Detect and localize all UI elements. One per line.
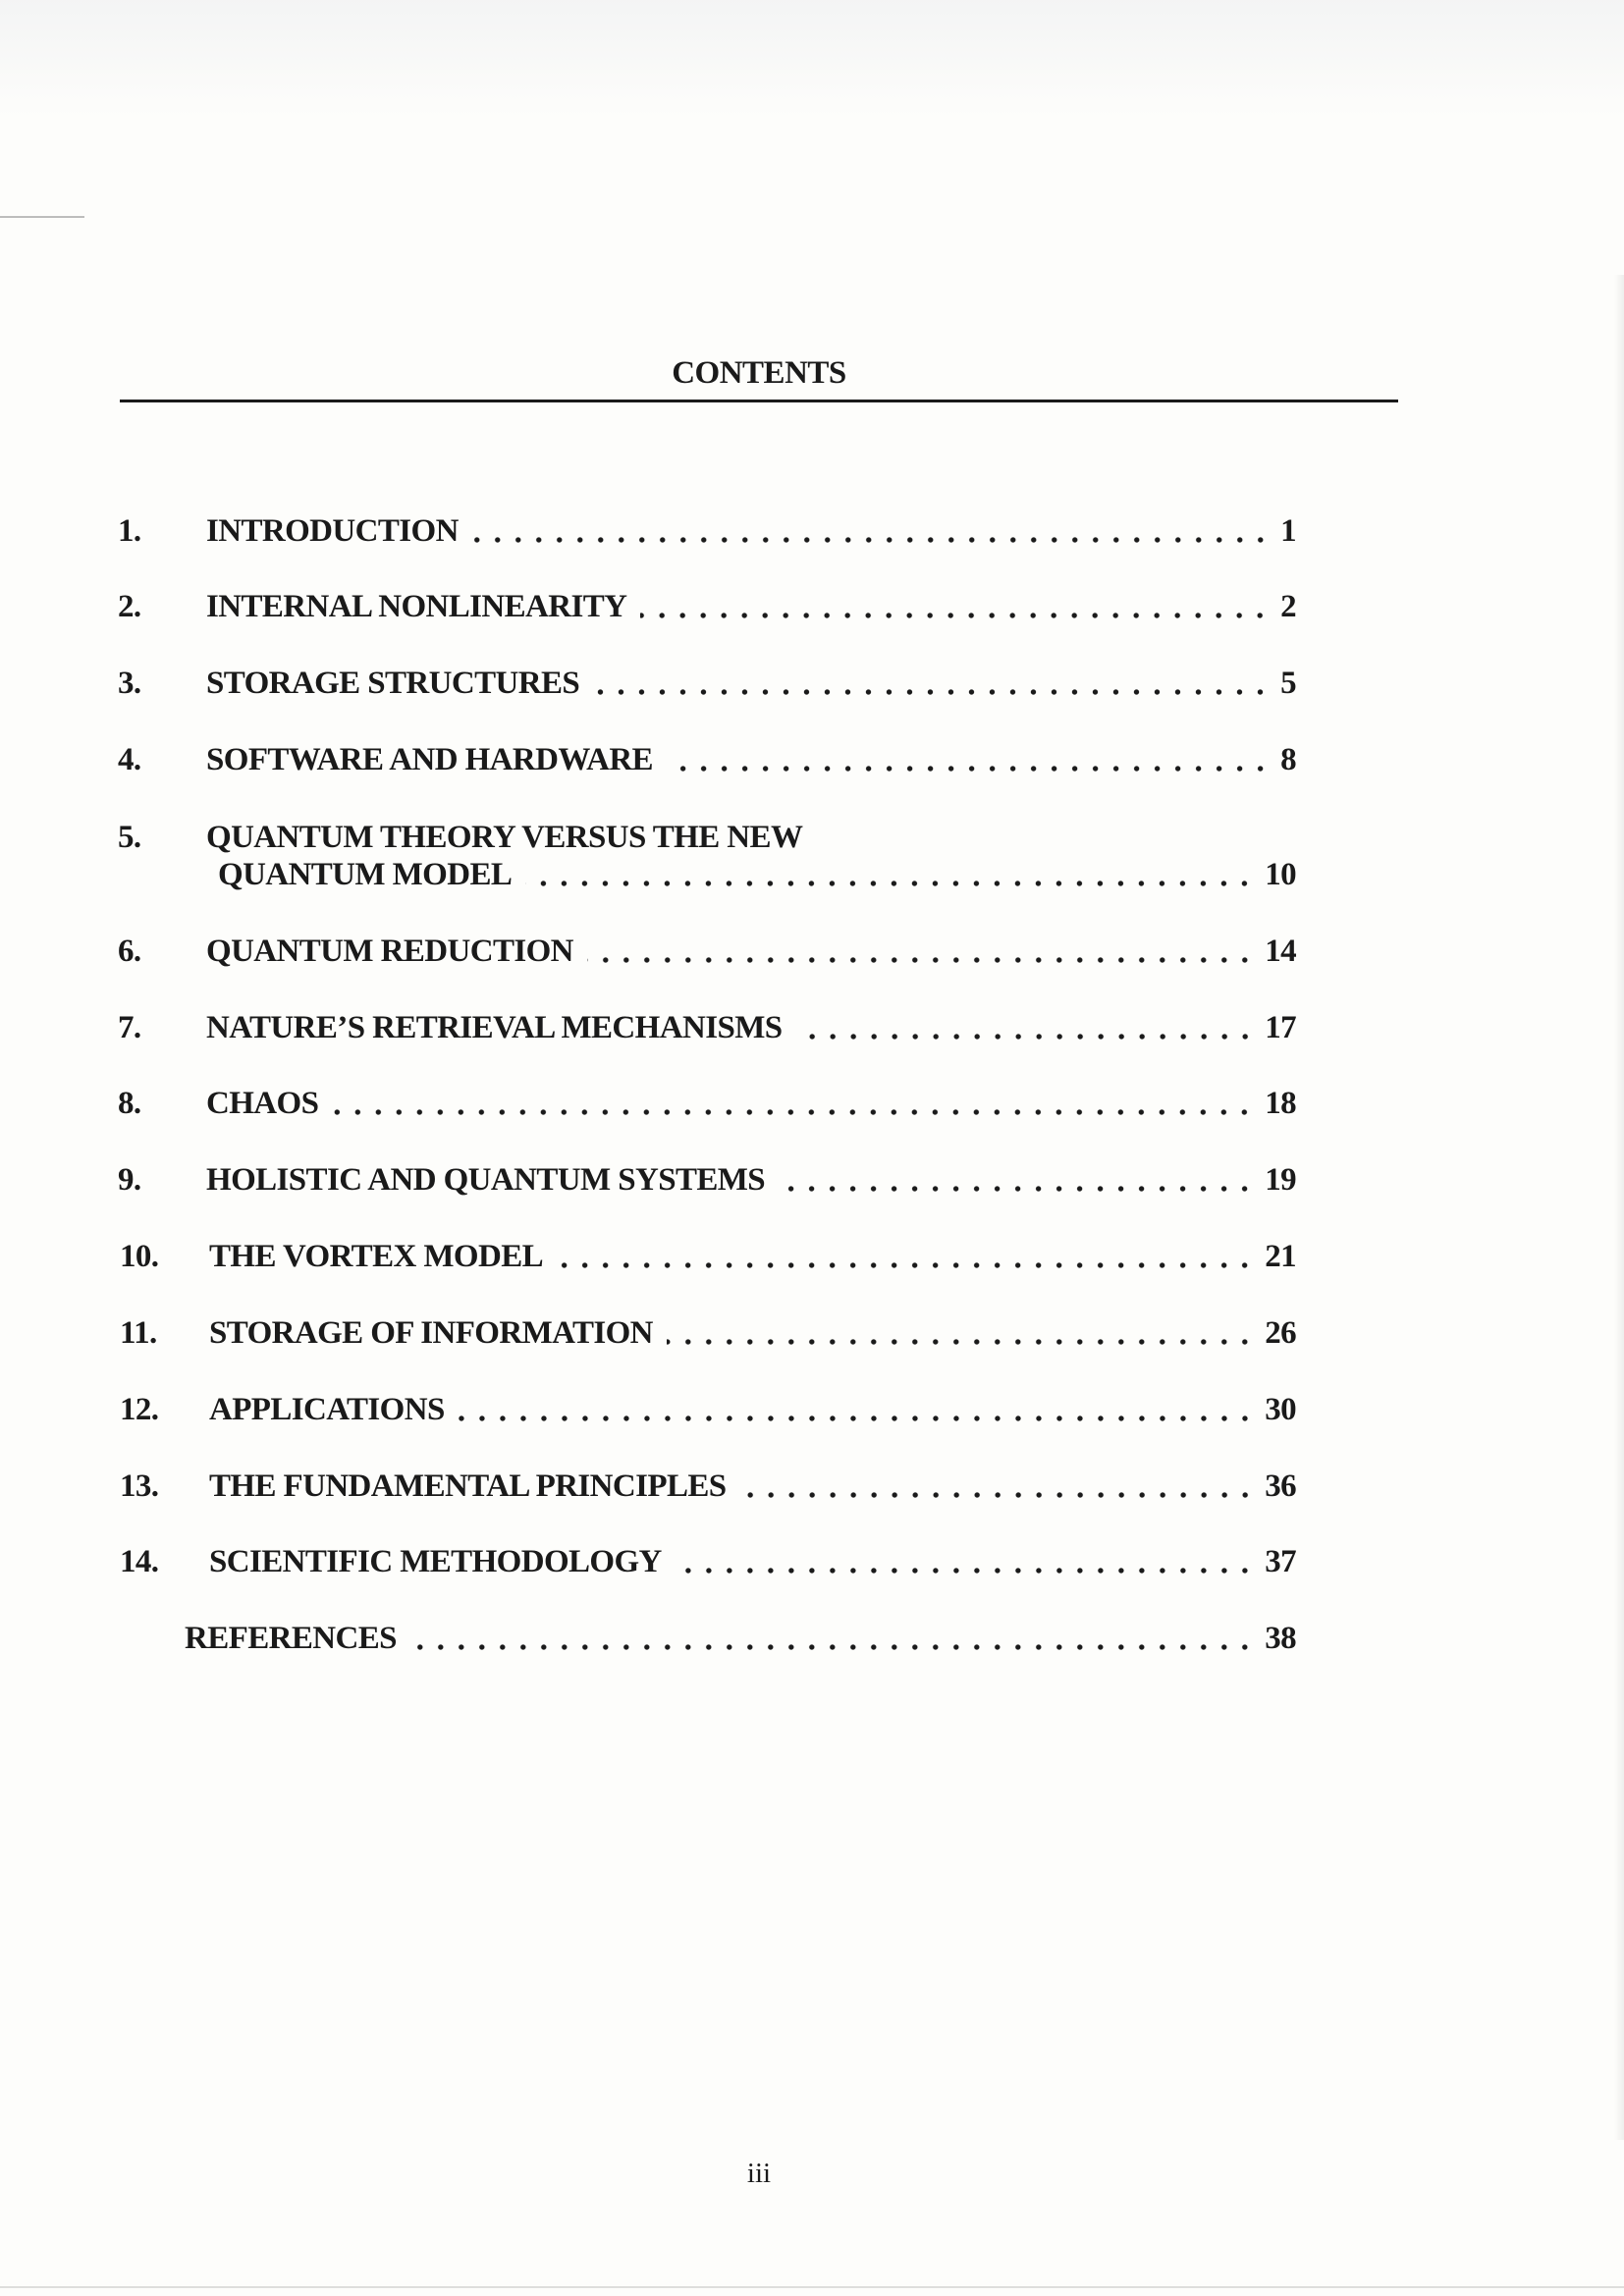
toc-entry-number: 9.: [118, 1162, 141, 1198]
toc-entry-page: 10: [1265, 857, 1296, 892]
dot-leader: [587, 957, 1255, 963]
dot-leader: [459, 1415, 1255, 1421]
dot-leader: [525, 881, 1255, 886]
toc-entry-page: 1: [1280, 513, 1296, 549]
toc-entry-title: NATURE’S RETRIEVAL MECHANISMS: [206, 1010, 783, 1045]
toc-entry-page: 2: [1280, 589, 1296, 624]
toc-entry-title: HOLISTIC AND QUANTUM SYSTEMS: [206, 1162, 766, 1198]
toc-entry-page: 36: [1265, 1468, 1296, 1504]
toc-entry-number: 10.: [120, 1239, 159, 1274]
toc-entry-number: 7.: [118, 1010, 141, 1045]
dot-leader: [676, 1568, 1255, 1574]
toc-entry-title: QUANTUM MODEL: [218, 857, 513, 892]
toc-entry-title: STORAGE OF INFORMATION: [209, 1315, 653, 1351]
toc-entry-number: 8.: [118, 1086, 141, 1121]
toc-entry-number: 1.: [118, 513, 141, 549]
dot-leader: [796, 1034, 1256, 1040]
dot-leader: [640, 613, 1271, 618]
toc-entry-number: 11.: [120, 1315, 157, 1351]
scan-bottom-edge: [0, 2286, 1624, 2288]
dot-leader: [472, 537, 1271, 543]
toc-entry-number: 12.: [120, 1392, 159, 1427]
dot-leader: [667, 1339, 1255, 1345]
toc-entry-number: 6.: [118, 934, 141, 969]
toc-entry-number: 4.: [118, 742, 141, 777]
toc-entry-number: 3.: [118, 666, 141, 701]
dot-leader: [593, 689, 1271, 695]
toc-entry-page: 14: [1265, 934, 1296, 969]
toc-entry-number: 14.: [120, 1544, 159, 1579]
toc-entry-number: 2.: [118, 589, 141, 624]
toc-entry-page: 21: [1265, 1239, 1296, 1274]
toc-entry-title: QUANTUM REDUCTION: [206, 934, 573, 969]
toc-entry-number: 5.: [118, 820, 141, 855]
dot-leader: [410, 1644, 1255, 1650]
toc-entry-title: REFERENCES: [185, 1621, 397, 1656]
toc-entry-title: THE FUNDAMENTAL PRINCIPLES: [209, 1468, 727, 1504]
toc-entry-title: STORAGE STRUCTURES: [206, 666, 580, 701]
toc-entry-page: 19: [1265, 1162, 1296, 1198]
toc-entry-title: SOFTWARE AND HARDWARE: [206, 742, 653, 777]
dot-leader: [332, 1109, 1255, 1115]
toc-entry-page: 17: [1265, 1010, 1296, 1045]
toc-entry-title: THE VORTEX MODEL: [209, 1239, 544, 1274]
toc-entry-title: INTERNAL NONLINEARITY: [206, 589, 627, 624]
toc-entry-page: 37: [1265, 1544, 1296, 1579]
toc-entry-page: 26: [1265, 1315, 1296, 1351]
toc-entry-title: INTRODUCTION: [206, 513, 459, 549]
toc-entry-title-first-line: QUANTUM THEORY VERSUS THE NEW: [206, 820, 803, 855]
dot-leader: [667, 766, 1271, 772]
dot-leader: [779, 1186, 1255, 1192]
toc-entry-page: 5: [1280, 666, 1296, 701]
toc-entry-page: 30: [1265, 1392, 1296, 1427]
toc-entry-page: 18: [1265, 1086, 1296, 1121]
toc-entry-title: SCIENTIFIC METHODOLOGY: [209, 1544, 662, 1579]
dot-leader: [740, 1492, 1256, 1498]
dot-leader: [557, 1262, 1255, 1268]
toc-entry-page: 8: [1280, 742, 1296, 777]
toc-entry-title: CHAOS: [206, 1086, 319, 1121]
page-title: CONTENTS: [672, 355, 846, 391]
toc-entry-number: 13.: [120, 1468, 159, 1504]
toc-entry-page: 38: [1265, 1621, 1296, 1656]
page-number: iii: [746, 2158, 772, 2189]
toc-entry-title: APPLICATIONS: [209, 1392, 445, 1427]
